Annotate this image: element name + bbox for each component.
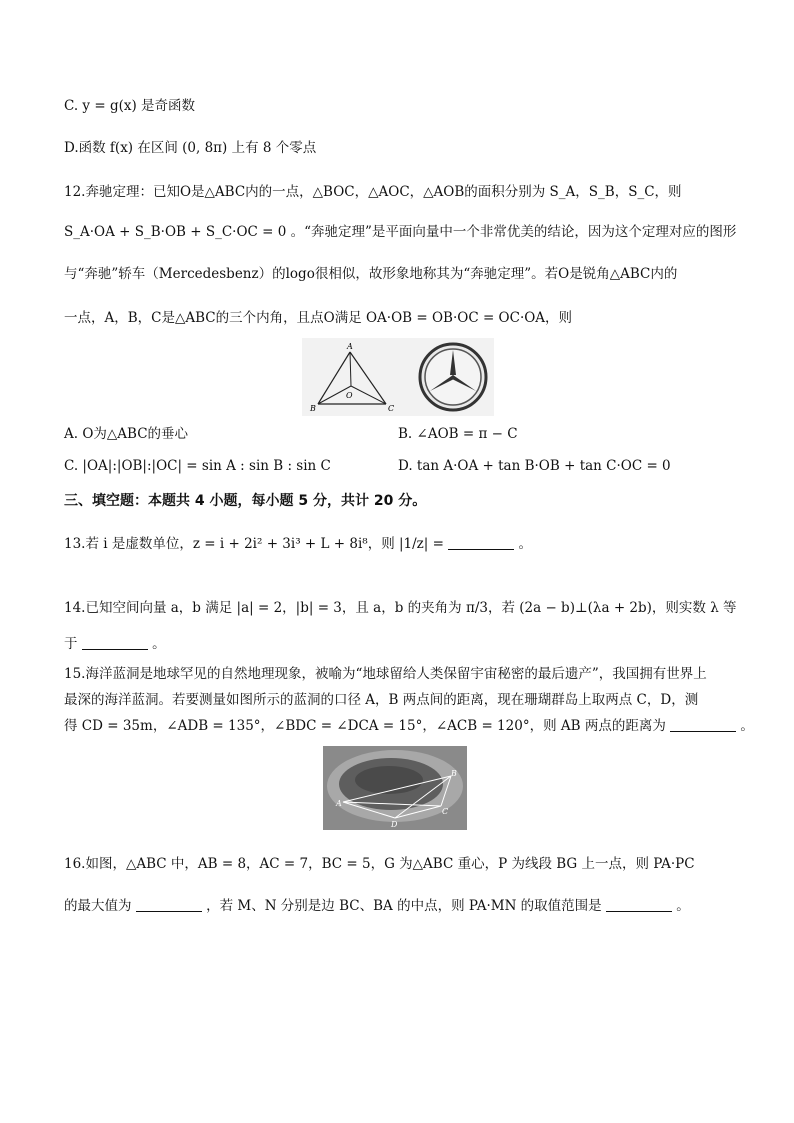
q12-line-3: 与“奔驰”轿车（Mercedesbenz）的logo很相似，故形象地称其为“奔驰定理”。若O是锐角△ABC内的 bbox=[64, 266, 678, 282]
q15-line-2: 最深的海洋蓝洞。若要测量如图所示的蓝洞的口径 A，B 两点间的距离，现在珊瑚群岛上取两点 C，D，测 bbox=[64, 692, 699, 708]
q12-option-a: A. O为△ABC的垂心 bbox=[64, 426, 189, 442]
hole-label-c: C bbox=[442, 807, 449, 816]
q16-answer-blank-2 bbox=[606, 897, 672, 912]
q13-text: 13.若 i 是虚数单位，z = i + 2i² + 3i³ + L + 8i⁸，则 |1/z| = bbox=[64, 536, 444, 552]
q12-option-d: D. tan A·OA + tan B·OB + tan C·OC = 0 bbox=[398, 458, 671, 474]
q16-text-2b: ，若 M、N 分别是边 BC、BA 的中点，则 PA·MN 的取值范围是 bbox=[206, 898, 602, 914]
q12-option-c: C. |OA|:|OB|:|OC| = sin A : sin B : sin C bbox=[64, 458, 331, 474]
q13-end: 。 bbox=[518, 536, 533, 552]
q11-option-c: C. y = g(x) 是奇函数 bbox=[64, 98, 196, 114]
hole-label-d: D bbox=[391, 820, 398, 829]
q13-line bbox=[64, 534, 734, 554]
q14-line-1: 14.已知空间向量 a，b 满足 |a| = 2，|b| = 3，且 a，b 的夹角为 π/3，若 (2a − b)⊥(λa + 2b)，则实数 λ 等 bbox=[64, 600, 737, 616]
q12-option-b: B. ∠AOB = π − C bbox=[398, 426, 518, 442]
q12-line-2: S_A·OA + S_B·OB + S_C·OC = 0 。“奔驰定理”是平面向量中一个非常优美的结论，因为这个定理对应的图形 bbox=[64, 224, 737, 240]
q11-option-d: D.函数 f(x) 在区间 (0, 8π) 上有 8 个零点 bbox=[64, 140, 317, 156]
q15-line-1: 15.海洋蓝洞是地球罕见的自然地理现象，被喻为“地球留给人类保留宇宙秘密的最后遗产”，我国拥有世界上 bbox=[64, 666, 707, 682]
q16-line-2 bbox=[64, 896, 734, 916]
q16-line-1: 16.如图，△ABC 中，AB = 8，AC = 7，BC = 5，G 为△ABC 重心，P 为线段 BG 上一点，则 PA·PC bbox=[64, 856, 695, 872]
label-c: C bbox=[388, 404, 395, 413]
q16-answer-blank-1 bbox=[136, 897, 202, 912]
q14-line-2 bbox=[64, 634, 734, 654]
q13-answer-blank bbox=[448, 535, 514, 550]
benz-logo-figure bbox=[412, 338, 494, 416]
hole-label-b: B bbox=[451, 769, 457, 778]
q14-end: 。 bbox=[152, 636, 166, 652]
triangle-figure bbox=[302, 338, 412, 416]
hole-label-a: A bbox=[336, 799, 342, 808]
q14-answer-blank bbox=[82, 635, 148, 650]
q15-text-3: 得 CD = 35m，∠ADB = 135°，∠BDC = ∠DCA = 15°，∠ACB = 120°，则 AB 两点的距离为 bbox=[64, 718, 666, 734]
q15-end: 。 bbox=[740, 718, 754, 734]
q15-line-3 bbox=[64, 716, 754, 736]
q14-text-2: 于 bbox=[64, 636, 78, 652]
hole-deep bbox=[355, 766, 423, 794]
q16-end: 。 bbox=[676, 898, 690, 914]
q12-line-1: 12.奔驰定理：已知O是△ABC内的一点，△BOC，△AOC，△AOB的面积分别为 S_A，S_B，S_C，则 bbox=[64, 184, 682, 200]
section-3-heading: 三、填空题：本题共 4 小题，每小题 5 分，共计 20 分。 bbox=[64, 493, 427, 509]
q12-line-4: 一点，A，B，C是△ABC的三个内角，且点O满足 OA·OB = OB·OC = OC·OA，则 bbox=[64, 310, 573, 326]
label-b: B bbox=[310, 404, 316, 413]
blue-hole-figure bbox=[323, 746, 467, 830]
label-a: A bbox=[347, 342, 353, 351]
q16-text-2a: 的最大值为 bbox=[64, 898, 132, 914]
label-o: O bbox=[346, 391, 353, 400]
q15-answer-blank bbox=[670, 717, 736, 732]
